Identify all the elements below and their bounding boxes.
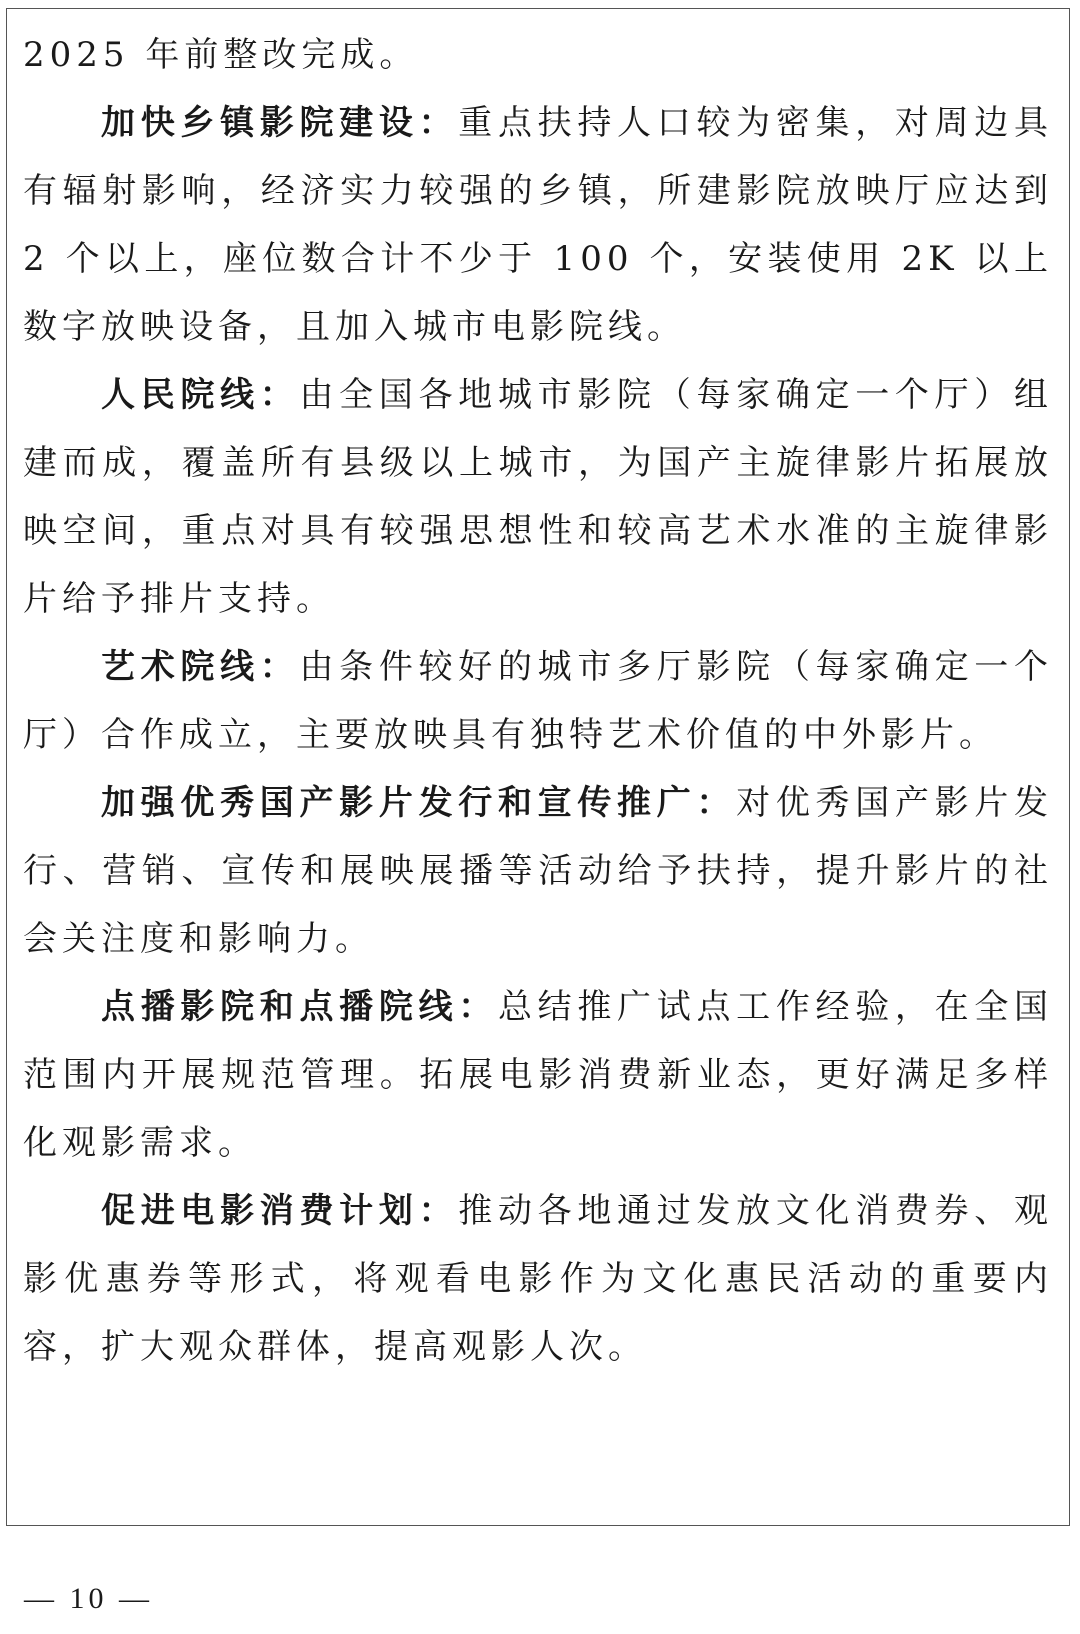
- content-box: [6, 8, 1070, 1526]
- paragraph-text: 由条件较好的城市多厅影院（每家确定一个厅）合作成立，主要放映具有独特艺术价值的中外影片。: [23, 647, 1054, 755]
- paragraph-text: 2025 年前整改完成。: [23, 35, 419, 75]
- paragraph-heading: 艺术院线：: [101, 647, 300, 687]
- paragraph-text: 推动各地通过发放文化消费券、观影优惠券等形式，将观看电影作为文化惠民活动的重要内容，扩大观众群体，提高观影人次。: [23, 1191, 1054, 1367]
- paragraph-art-cinema-line: [23, 633, 1053, 769]
- paragraph-heading: 加快乡镇影院建设：: [101, 103, 459, 143]
- paragraph-continuation: [23, 21, 1053, 89]
- paragraph-people-cinema-line: [23, 361, 1053, 633]
- page-number: — 10 —: [24, 1582, 153, 1615]
- paragraph-township-cinema: [23, 89, 1053, 361]
- paragraph-text: 由全国各地城市影院（每家确定一个厅）组建而成，覆盖所有县级以上城市，为国产主旋律影片拓展放映空间，重点对具有较强思想性和较高艺术水准的主旋律影片给予排片支持。: [23, 375, 1054, 619]
- paragraph-heading: 人民院线：: [101, 375, 300, 415]
- paragraph-heading: 点播影院和点播院线：: [101, 987, 498, 1027]
- paragraph-heading: 促进电影消费计划：: [101, 1191, 459, 1231]
- paragraph-text: 对优秀国产影片发行、营销、宣传和展映展播等活动给予扶持，提升影片的社会关注度和影响力。: [23, 783, 1054, 959]
- paragraph-heading: 加强优秀国产影片发行和宣传推广：: [101, 783, 737, 823]
- paragraph-on-demand-cinema: [23, 973, 1053, 1177]
- paragraph-text: 重点扶持人口较为密集，对周边具有辐射影响，经济实力较强的乡镇，所建影院放映厅应达到 2 个以上，座位数合计不少于 100 个，安装使用 2K 以上数字放映设备，且加入城市电影院线。: [23, 103, 1054, 347]
- paragraph-text: 总结推广试点工作经验，在全国范围内开展规范管理。拓展电影消费新业态，更好满足多样化观影需求。: [23, 987, 1054, 1163]
- paragraph-film-promotion: [23, 769, 1053, 973]
- paragraph-consumption-plan: [23, 1177, 1053, 1381]
